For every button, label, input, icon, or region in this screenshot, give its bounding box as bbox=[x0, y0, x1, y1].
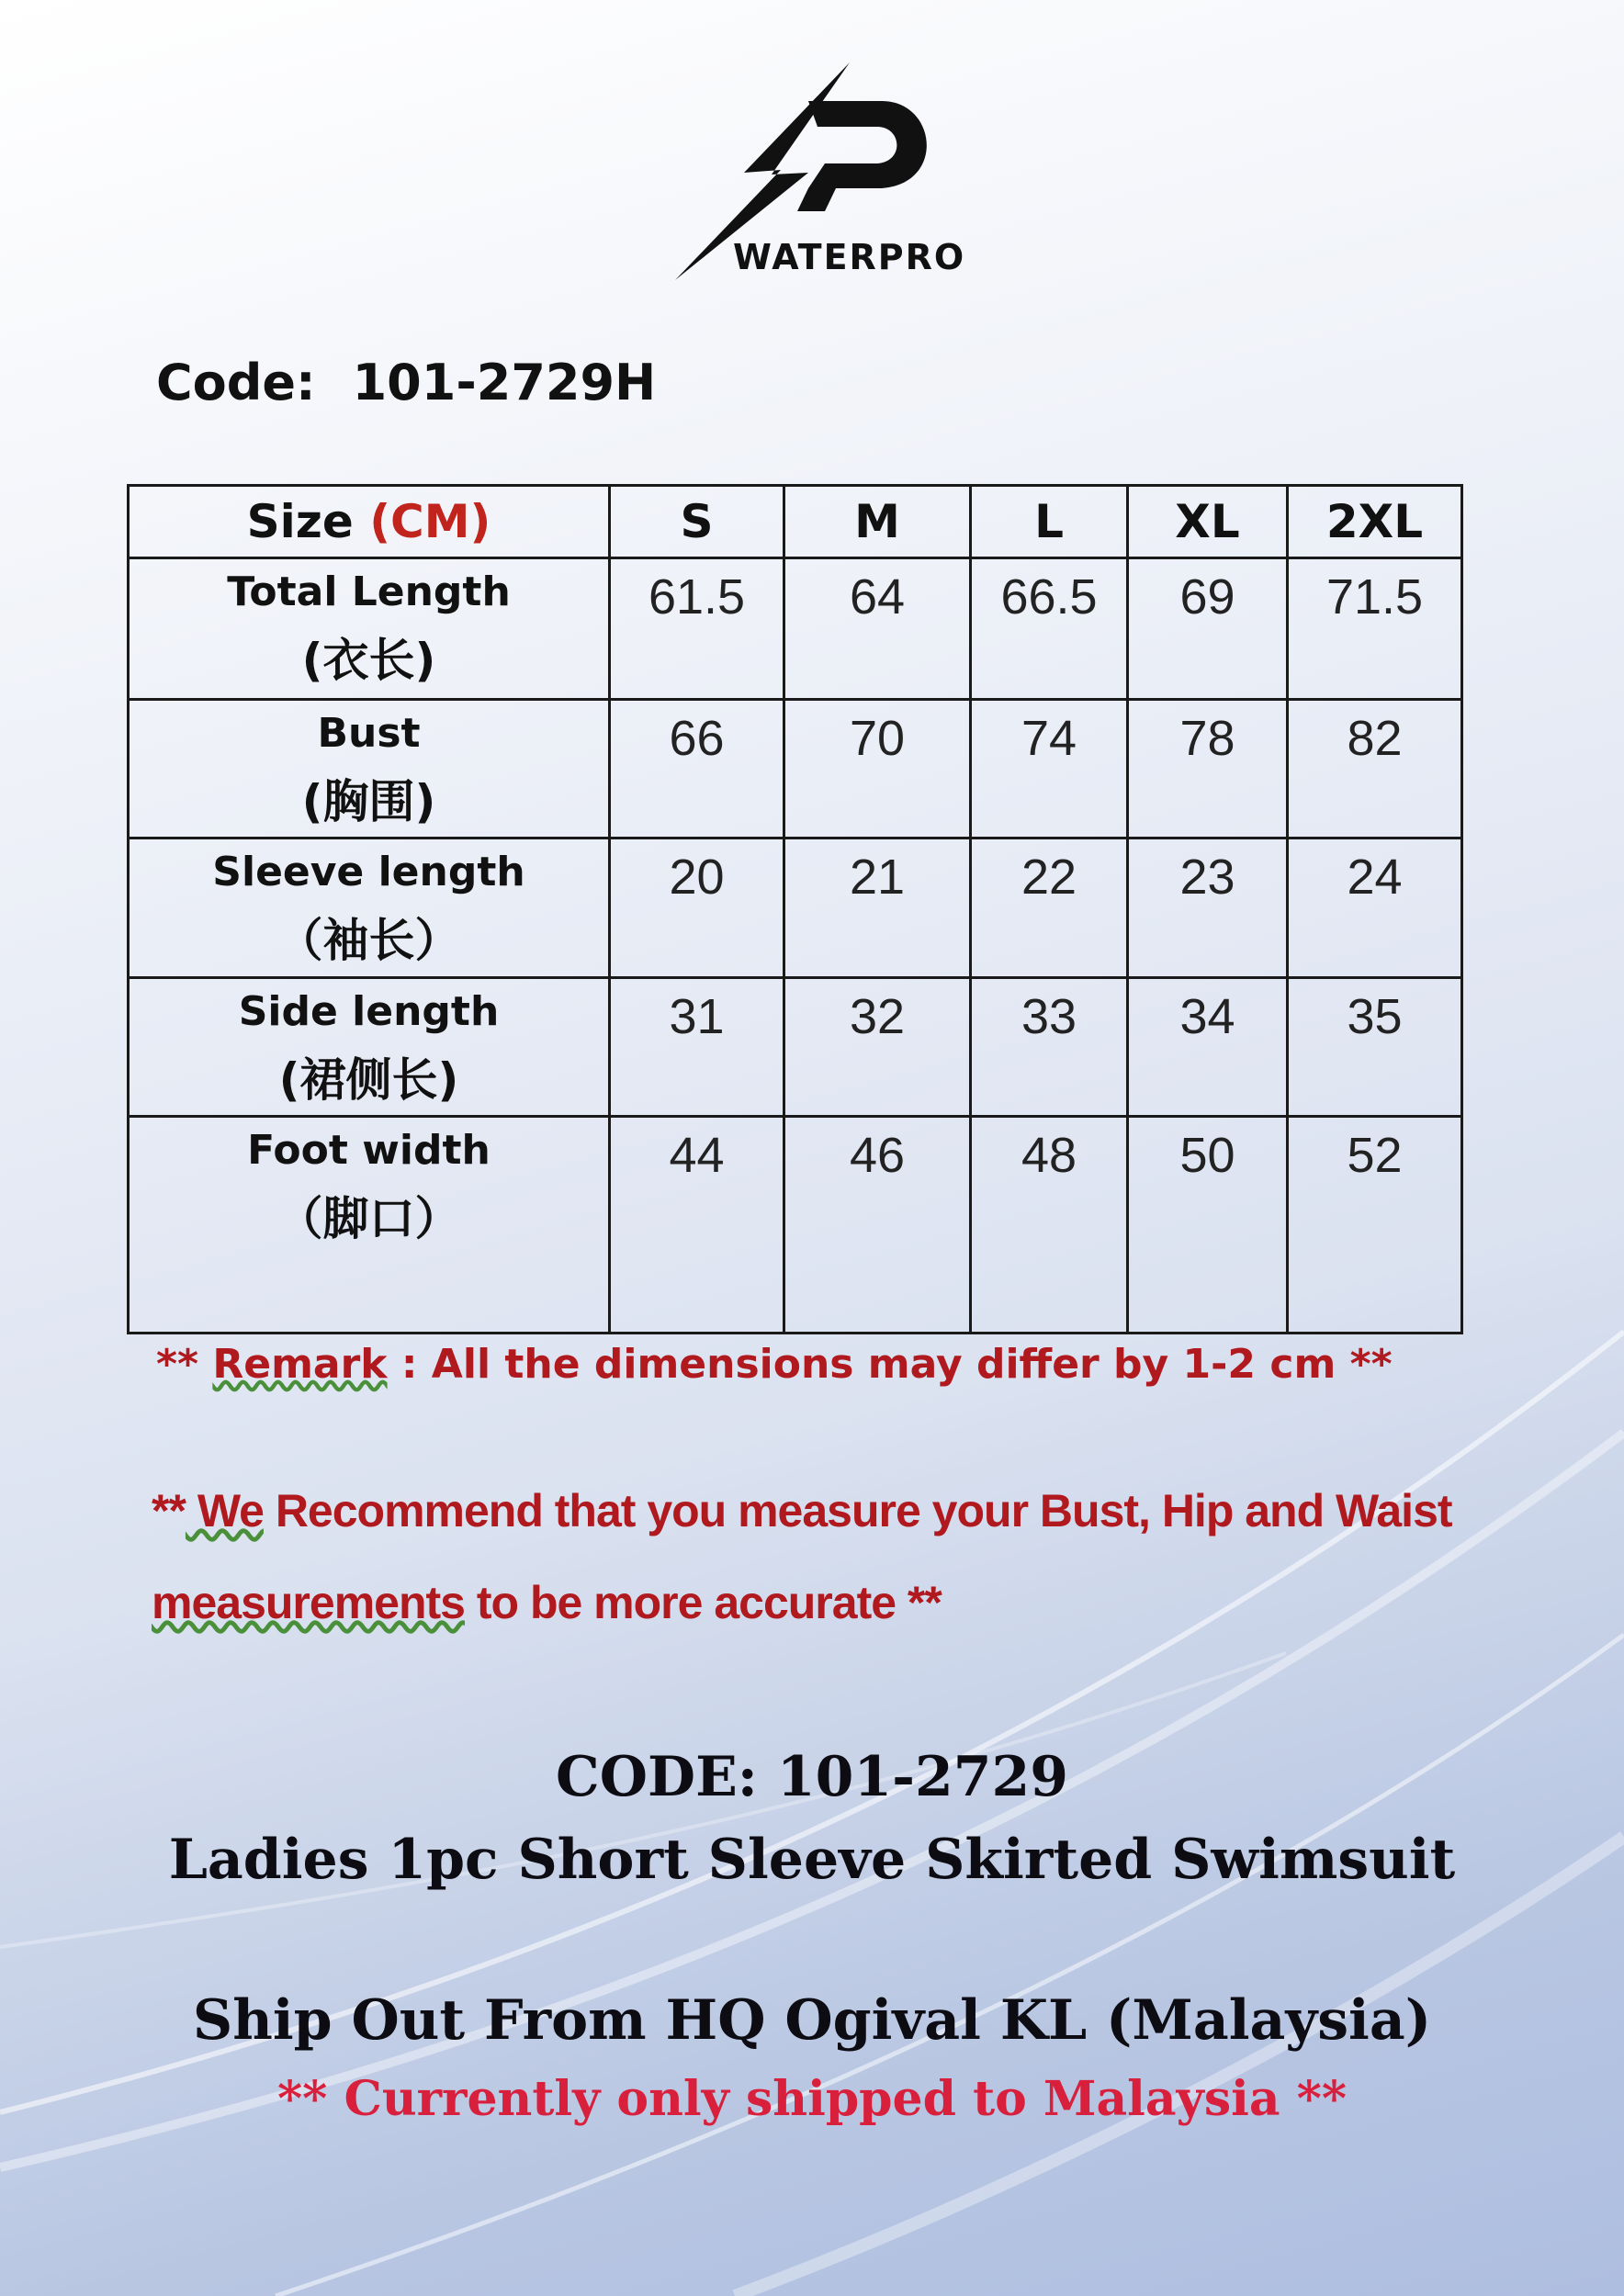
table-cell: 50 bbox=[1128, 1117, 1288, 1334]
shipping-note: ** Currently only shipped to Malaysia ** bbox=[276, 2071, 1348, 2127]
table-cell: 24 bbox=[1288, 838, 1462, 978]
table-row bbox=[129, 558, 1462, 700]
table-cell: 22 bbox=[971, 838, 1128, 978]
product-name: Ladies 1pc Short Sleeve Skirted Swimsuit bbox=[168, 1828, 1456, 1892]
row-label-foot-width: Foot width （脚口） bbox=[129, 1117, 610, 1334]
row-label-bust: Bust (胸围) bbox=[129, 700, 610, 838]
unit-label: (CM) bbox=[369, 495, 491, 548]
table-cell: 35 bbox=[1288, 978, 1462, 1117]
table-cell: 52 bbox=[1288, 1117, 1462, 1334]
brand-name: WATERPRO bbox=[733, 237, 966, 277]
row-label-side-length: Side length (裙侧长) bbox=[129, 978, 610, 1117]
table-cell: 66.5 bbox=[971, 558, 1128, 700]
table-cell: 74 bbox=[971, 700, 1128, 838]
table-row bbox=[129, 700, 1462, 838]
table-cell: 21 bbox=[784, 838, 971, 978]
product-code: CODE: 101-2729 bbox=[556, 1745, 1068, 1809]
table-row bbox=[129, 838, 1462, 978]
code-label: Code: bbox=[156, 354, 316, 411]
table-cell: 64 bbox=[784, 558, 971, 700]
recommend-note: ** We Recommend that you measure your Bust, Hip and Waist measurements to be more accurate ** bbox=[152, 1485, 1452, 1628]
table-cell: 69 bbox=[1128, 558, 1288, 700]
code-value: 101-2729H bbox=[352, 354, 657, 411]
table-cell: 66 bbox=[610, 700, 784, 838]
table-cell: 71.5 bbox=[1288, 558, 1462, 700]
table-cell: 48 bbox=[971, 1117, 1128, 1334]
size-chart-table bbox=[127, 484, 1463, 1334]
code-line bbox=[156, 354, 656, 411]
size-header: Size (CM) bbox=[129, 486, 610, 558]
size-col-header: 2XL bbox=[1288, 486, 1462, 558]
table-cell: 70 bbox=[784, 700, 971, 838]
size-col-header: S bbox=[610, 486, 784, 558]
table-cell: 20 bbox=[610, 838, 784, 978]
table-cell: 31 bbox=[610, 978, 784, 1117]
size-col-header: XL bbox=[1128, 486, 1288, 558]
table-row bbox=[129, 1117, 1462, 1334]
table-cell: 44 bbox=[610, 1117, 784, 1334]
row-label-sleeve-length: Sleeve length （袖长） bbox=[129, 838, 610, 978]
row-label-total-length: Total Length (衣长) bbox=[129, 558, 610, 700]
size-col-header: L bbox=[971, 486, 1128, 558]
table-cell: 78 bbox=[1128, 700, 1288, 838]
size-col-header: M bbox=[784, 486, 971, 558]
table-header-row bbox=[129, 486, 1462, 558]
table-cell: 32 bbox=[784, 978, 971, 1117]
table-cell: 82 bbox=[1288, 700, 1462, 838]
table-cell: 33 bbox=[971, 978, 1128, 1117]
table-cell: 34 bbox=[1128, 978, 1288, 1117]
table-cell: 23 bbox=[1128, 838, 1288, 978]
shipping-info: Ship Out From HQ Ogival KL (Malaysia) bbox=[192, 1988, 1432, 2053]
table-cell: 61.5 bbox=[610, 558, 784, 700]
table-row bbox=[129, 978, 1462, 1117]
table-cell: 46 bbox=[784, 1117, 971, 1334]
remark-note: ** Remark : All the dimensions may differ by 1-2 cm ** bbox=[156, 1341, 1393, 1388]
